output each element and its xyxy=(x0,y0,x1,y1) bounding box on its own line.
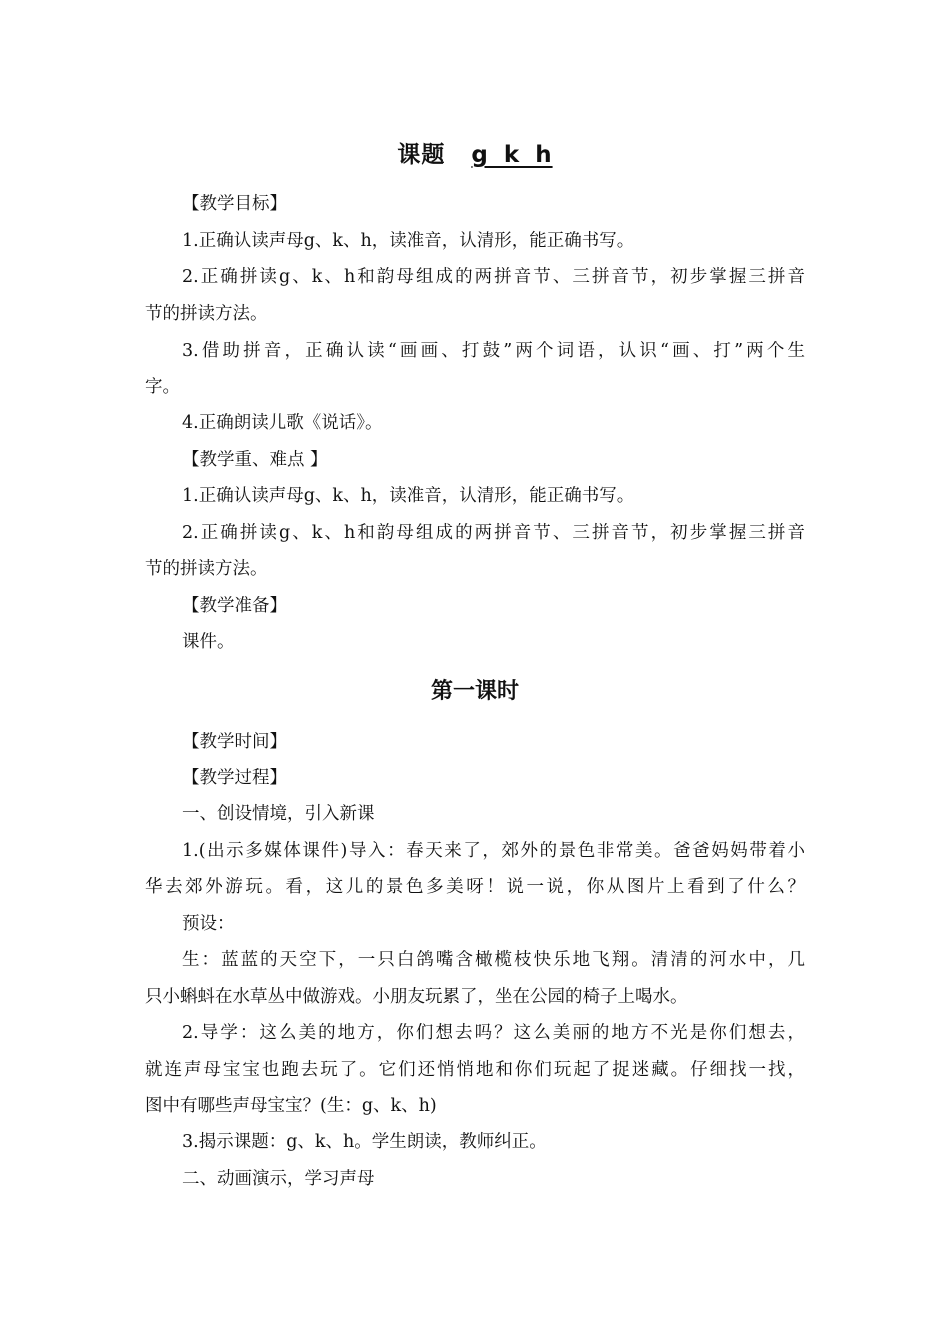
paragraph-1-line-1: 1.(出示多媒体课件)导入：春天来了，郊外的景色非常美。爸爸妈妈带着小 xyxy=(182,841,805,861)
prep-text: 课件。 xyxy=(182,632,235,652)
time-heading: 【教学时间】 xyxy=(182,732,287,752)
student-answer-line-2: 只小蝌蚪在水草丛中做游戏。小朋友玩累了，坐在公园的椅子上喝水。 xyxy=(145,987,688,1007)
process-heading: 【教学过程】 xyxy=(182,768,287,788)
goal-3-line-1: 3.借助拼音，正确认读“画画、打鼓”两个词语，认识“画、打”两个生 xyxy=(182,341,805,361)
page-title xyxy=(0,136,950,169)
goal-2-line-2: 节的拼读方法。 xyxy=(145,304,268,324)
goal-1: 1.正确认读声母g、k、h，读准音，认清形，能正确书写。 xyxy=(182,231,635,251)
paragraph-1-line-2: 华去郊外游玩。看，这儿的景色多美呀！说一说，你从图片上看到了什么？ xyxy=(145,877,805,897)
paragraph-2-line-3: 图中有哪些声母宝宝？(生：g、k、h) xyxy=(145,1096,437,1116)
paragraph-2-line-1: 2.导学：这么美的地方，你们想去吗？这么美丽的地方不光是你们想去， xyxy=(182,1023,805,1043)
lesson-title: 第一课时 xyxy=(430,679,519,704)
goal-2-line-1: 2.正确拼读g、k、h和韵母组成的两拼音节、三拼音节，初步掌握三拼音 xyxy=(182,267,805,287)
prep-heading: 【教学准备】 xyxy=(182,596,287,616)
preset-label: 预设： xyxy=(182,914,235,934)
key-point-2-line-1: 2.正确拼读g、k、h和韵母组成的两拼音节、三拼音节，初步掌握三拼音 xyxy=(182,523,805,543)
student-answer-line-1: 生：蓝蓝的天空下，一只白鸽嘴含橄榄枝快乐地飞翔。清清的河水中，几 xyxy=(182,950,805,970)
title-prefix: 课题 xyxy=(397,142,446,168)
key-point-2-line-2: 节的拼读方法。 xyxy=(145,559,268,579)
key-point-1: 1.正确认读声母g、k、h，读准音，认清形，能正确书写。 xyxy=(182,486,635,506)
goals-heading: 【教学目标】 xyxy=(182,194,287,214)
goal-3-line-2: 字。 xyxy=(145,377,180,397)
title-topic: g k h xyxy=(471,142,553,168)
paragraph-2-line-2: 就连声母宝宝也跑去玩了。它们还悄悄地和你们玩起了捉迷藏。仔细找一找， xyxy=(145,1060,805,1080)
paragraph-3: 3.揭示课题：g、k、h。学生朗读，教师纠正。 xyxy=(182,1132,547,1152)
goal-4: 4.正确朗读儿歌《说话》。 xyxy=(182,413,383,433)
part-2-heading: 二、动画演示，学习声母 xyxy=(182,1169,375,1189)
part-1-heading: 一、创设情境，引入新课 xyxy=(182,804,375,824)
key-points-heading: 【教学重、难点 】 xyxy=(182,450,328,470)
